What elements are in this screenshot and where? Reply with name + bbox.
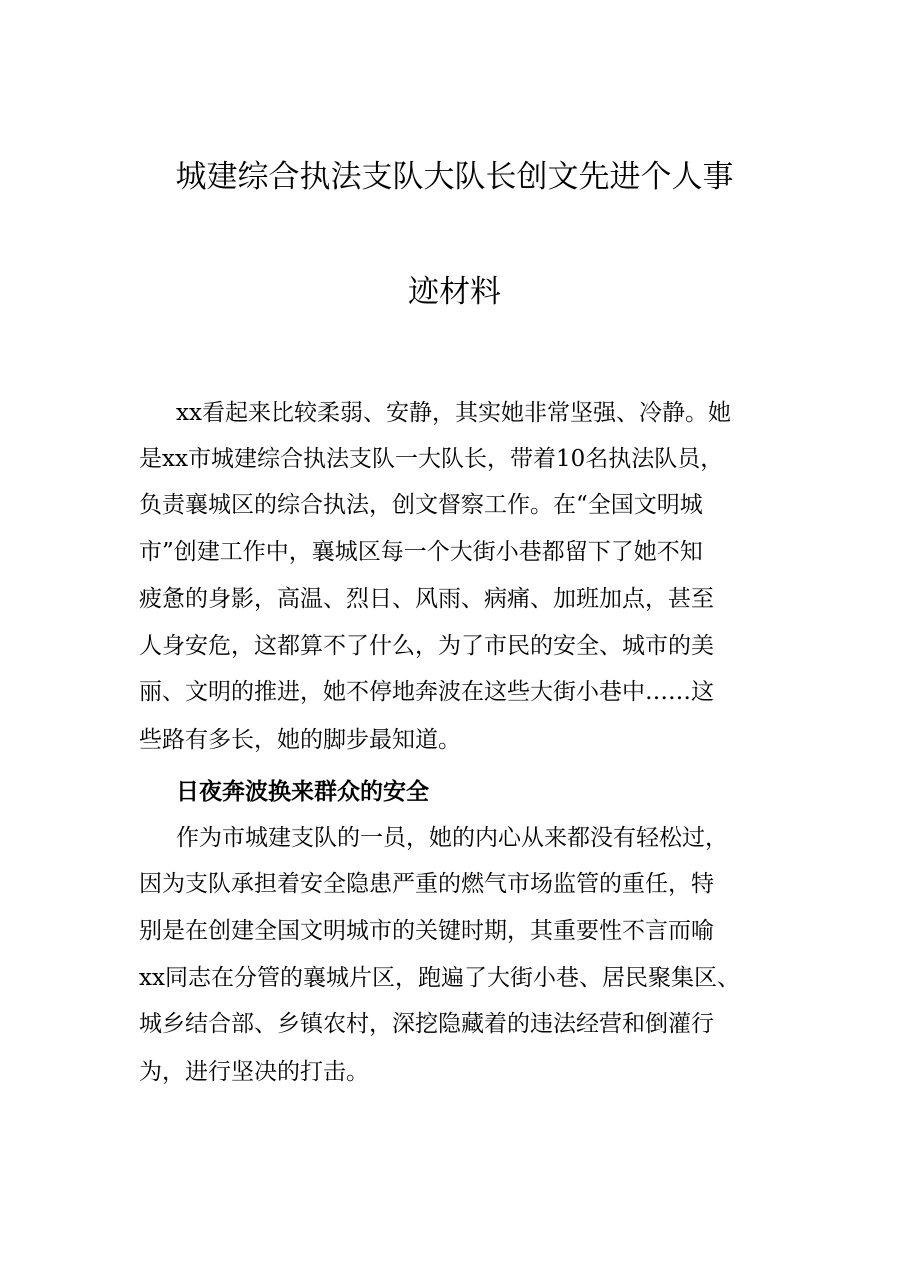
- paragraph-1-line-1: xx看起来比较柔弱、安静，其实她非常坚强、冷静。她: [176, 400, 731, 426]
- paragraph-2-line-4: xx同志在分管的襄城片区，跑遍了大街小巷、居民聚集区、: [139, 965, 740, 991]
- paragraph-2-line-1: 作为市城建支队的一员，她的内心从来都没有轻松过，: [176, 825, 728, 851]
- document-title-line-1: 城建综合执法支队大队长创文先进个人事: [175, 159, 734, 195]
- paragraph-2-line-5: 城乡结合部、乡镇农村，深挖隐藏着的违法经营和倒灌行: [139, 1011, 714, 1037]
- paragraph-1-line-6: 人身安危，这都算不了什么，为了市民的安全、城市的美: [139, 633, 714, 659]
- paragraph-1-line-8: 些路有多长，她的脚步最知道。: [139, 727, 461, 753]
- paragraph-1-line-4: 市”创建工作中，襄城区每一个大街小巷都留下了她不知: [139, 539, 703, 565]
- paragraph-2-line-6: 为，进行坚决的打击。: [139, 1059, 369, 1085]
- document-title-line-2: 迹材料: [408, 274, 501, 310]
- paragraph-1-line-3: 负责襄城区的综合执法，创文督察工作。在“全国文明城: [139, 492, 703, 518]
- section-heading: 日夜奔波换来群众的安全: [176, 779, 429, 805]
- paragraph-1-line-5: 疲惫的身影，高温、烈日、风雨、病痛、加班加点，甚至: [139, 586, 714, 612]
- paragraph-1-line-2: 是xx市城建综合执法支队一大队长，带着10名执法队员，: [139, 446, 724, 472]
- paragraph-2-line-2: 因为支队承担着安全隐患严重的燃气市场监管的重任，特: [139, 871, 714, 897]
- paragraph-1-line-7: 丽、文明的推进，她不停地奔波在这些大街小巷中……这: [139, 679, 714, 705]
- paragraph-2-line-3: 别是在创建全国文明城市的关键时期，其重要性不言而喻: [139, 918, 714, 944]
